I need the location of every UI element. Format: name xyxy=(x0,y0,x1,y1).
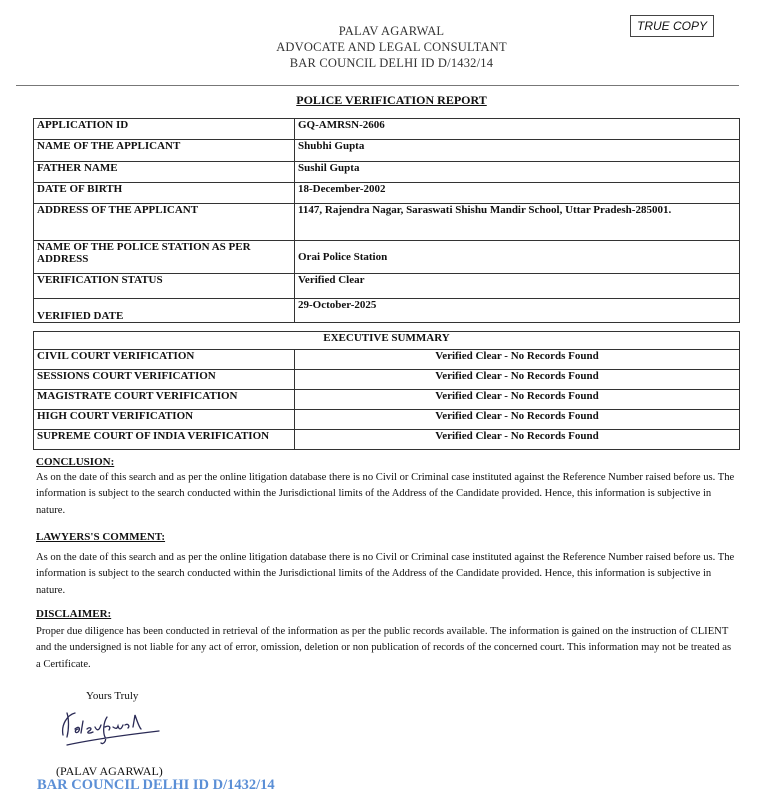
table-row xyxy=(34,241,740,274)
table-row xyxy=(34,119,740,140)
report-title: POLICE VERIFICATION REPORT xyxy=(296,93,487,107)
table-row xyxy=(34,350,740,370)
table-row xyxy=(34,162,740,183)
value: Shubhi Gupta xyxy=(295,140,740,162)
label: ADDRESS OF THE APPLICANT xyxy=(34,204,295,241)
label: CIVIL COURT VERIFICATION xyxy=(34,350,295,370)
table-row xyxy=(34,370,740,390)
table-row xyxy=(34,140,740,162)
table-row xyxy=(34,274,740,299)
value: 18-December-2002 xyxy=(295,183,740,204)
value: Verified Clear - No Records Found xyxy=(295,350,740,370)
value: 29-October-2025 xyxy=(295,299,740,323)
value: Verified Clear - No Records Found xyxy=(295,430,740,450)
closing: Yours Truly xyxy=(86,690,139,702)
label: NAME OF THE POLICE STATION AS PER ADDRESS xyxy=(34,241,295,274)
label: DATE OF BIRTH xyxy=(34,183,295,204)
value: Verified Clear - No Records Found xyxy=(295,390,740,410)
lawyers-comment-text: As on the date of this search and as per the online litigation database there is no Civil or Criminal case instituted against the Reference Number raised before us. The information is subject to the search conducted within the Jurisdictional limits of the Address of the Candidate provided. Hence, this information is subjective in nature. xyxy=(36,552,735,596)
label: VERIFIED DATE xyxy=(34,299,295,323)
value: GQ-AMRSN-2606 xyxy=(295,119,740,140)
value: Sushil Gupta xyxy=(295,162,740,183)
executive-summary-table xyxy=(33,331,740,450)
table-row xyxy=(34,204,740,241)
advocate-bar-id: BAR COUNCIL DELHI ID D/1432/14 xyxy=(289,56,494,70)
label: APPLICATION ID xyxy=(34,119,295,140)
table-row xyxy=(34,430,740,450)
value: Verified Clear xyxy=(295,274,740,299)
value: Orai Police Station xyxy=(295,241,740,274)
disclaimer-text: Proper due diligence has been conducted in retrieval of the information as per the public records available. The information is gained on the instruction of CLIENT and the undersigned is not liable for any act of error, omission, deletion or non publication of records of the concerned court. This information may not be treated as a Certificate. xyxy=(36,626,732,670)
value: 1147, Rajendra Nagar, Saraswati Shishu Mandir School, Uttar Pradesh-285001. xyxy=(295,204,740,241)
signatory-bar-id: BAR COUNCIL DELHI ID D/1432/14 xyxy=(37,777,275,793)
lawyers-comment-heading: LAWYERS'S COMMENT: xyxy=(36,531,166,543)
true-copy-stamp: TRUE COPY xyxy=(630,15,714,37)
signatory-name: (PALAV AGARWAL) xyxy=(56,764,163,778)
label: NAME OF THE APPLICANT xyxy=(34,140,295,162)
value: Verified Clear - No Records Found xyxy=(295,410,740,430)
table-row xyxy=(34,299,740,323)
signature-image xyxy=(55,707,165,752)
advocate-name: PALAV AGARWAL xyxy=(338,24,445,38)
label: VERIFICATION STATUS xyxy=(34,274,295,299)
details-table xyxy=(33,118,740,323)
label: SUPREME COURT OF INDIA VERIFICATION xyxy=(34,430,295,450)
label: HIGH COURT VERIFICATION xyxy=(34,410,295,430)
label: SESSIONS COURT VERIFICATION xyxy=(34,370,295,390)
conclusion-text: As on the date of this search and as per the online litigation database there is no Civil or Criminal case instituted against the Reference Number raised before us. The information is subject to the search conducted within the Jurisdictional limits of the Address of the Candidate provided. Hence, this information is subjective in nature. xyxy=(36,472,735,516)
disclaimer-heading: DISCLAIMER: xyxy=(36,608,112,620)
conclusion-heading: CONCLUSION: xyxy=(36,456,115,468)
label: MAGISTRATE COURT VERIFICATION xyxy=(34,390,295,410)
advocate-designation: ADVOCATE AND LEGAL CONSULTANT xyxy=(276,40,507,54)
summary-title: EXECUTIVE SUMMARY xyxy=(34,332,740,350)
value: Verified Clear - No Records Found xyxy=(295,370,740,390)
table-row xyxy=(34,410,740,430)
label: FATHER NAME xyxy=(34,162,295,183)
header-divider xyxy=(16,85,739,86)
table-row xyxy=(34,183,740,204)
table-row xyxy=(34,390,740,410)
